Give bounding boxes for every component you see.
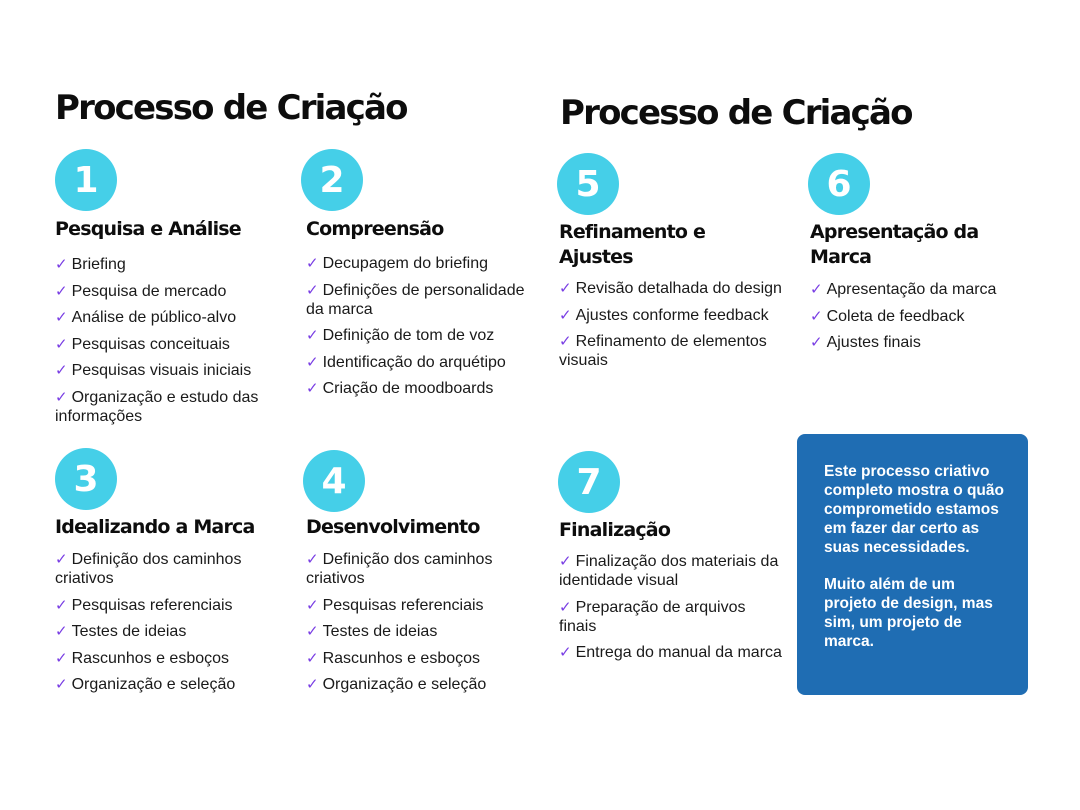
checklist-item-text: Identificação do arquétipo [322,353,506,371]
checklist-item-text: Testes de ideias [322,623,438,641]
checklist-item [559,279,784,298]
check-icon: ✓ [559,333,572,351]
step-checklist [810,280,1035,352]
checklist-item [306,326,531,345]
check-icon: ✓ [55,623,68,641]
check-icon: ✓ [55,282,68,300]
check-icon: ✓ [306,676,319,694]
step-title: Idealizando a Marca [55,516,255,538]
check-icon: ✓ [306,649,319,667]
checklist-item-text: Análise de público-alvo [71,309,237,327]
check-icon: ✓ [306,255,319,272]
checklist-item-text: Entrega do manual da marca [575,644,782,662]
checklist-item-text: Definição de tom de voz [322,327,495,345]
checklist-item [55,308,280,327]
checklist-item-text: Coleta de feedback [826,307,965,325]
step-number-circle: 1 [55,149,117,211]
step-number-circle: 3 [55,448,117,510]
checklist-item [306,675,531,694]
summary-box [797,434,1028,695]
checklist-item-text: Apresentação da marca [826,281,997,298]
checklist-item [306,649,531,668]
checklist-item-text: Ajustes conforme feedback [575,306,769,324]
step-1 [55,149,280,434]
checklist-item-text: Pesquisas visuais iniciais [71,362,252,380]
page-title-right: Processo de Criação [560,93,912,133]
check-icon: ✓ [306,596,319,614]
check-icon: ✓ [559,644,572,662]
step-number-circle: 7 [558,451,620,513]
checklist-item [559,332,784,370]
check-icon: ✓ [306,327,319,345]
checklist-item [306,379,531,398]
summary-paragraph-2: Muito além de um projeto de design, mas sim, um projeto de marca. [824,576,993,650]
checklist-item-text: Ajustes finais [826,334,921,352]
check-icon: ✓ [55,551,68,568]
check-icon: ✓ [55,388,68,406]
check-icon: ✓ [306,353,319,371]
checklist-item-text: Finalização dos materiais da identidade visual [559,553,779,589]
check-icon: ✓ [810,307,823,325]
checklist-item [55,335,280,354]
check-icon: ✓ [306,281,319,299]
checklist-item-text: Organização e estudo das informações [55,388,259,425]
check-icon: ✓ [559,280,572,297]
checklist-item [306,254,531,273]
checklist-item-text: Definições de personalidade da marca [306,281,525,318]
check-icon: ✓ [55,309,68,327]
check-icon: ✓ [55,676,68,694]
check-icon: ✓ [810,281,823,298]
step-5 [559,153,784,378]
checklist-item-text: Revisão detalhada do design [575,280,782,297]
checklist-item-text: Criação de moodboards [322,380,494,398]
checklist-item [55,361,280,380]
checklist-item [55,675,280,694]
check-icon: ✓ [306,380,319,398]
step-title: Finalização [559,519,671,541]
step-2 [306,149,531,406]
checklist-item-text: Refinamento de elementos visuais [559,333,767,370]
checklist-item-text: Rascunhos e esboços [322,649,481,667]
checklist-item-text: Decupagem do briefing [322,255,489,272]
checklist-item-text: Pesquisas referenciais [322,596,484,614]
check-icon: ✓ [559,553,572,570]
checklist-item-text: Testes de ideias [71,623,187,641]
checklist-item [306,281,531,319]
step-checklist [306,254,531,398]
checklist-item-text: Organização e seleção [322,676,487,694]
step-checklist [55,550,280,694]
step-number-circle: 5 [557,153,619,215]
check-icon: ✓ [559,598,572,616]
checklist-item [55,596,280,615]
checklist-item [55,282,280,301]
step-title: Apresentação da Marca [810,221,979,268]
check-icon: ✓ [810,334,823,352]
step-title: Refinamento e Ajustes [559,221,706,268]
check-icon: ✓ [559,306,572,324]
check-icon: ✓ [55,256,68,273]
checklist-item [55,255,280,274]
checklist-item [306,550,531,588]
summary-paragraph-1: Este processo criativo completo mostra o quão comprometido estamos em fazer dar certo as suas necessidades. [824,463,1004,556]
checklist-item [306,596,531,615]
checklist-item-text: Organização e seleção [71,676,236,694]
checklist-item [559,552,784,590]
step-number-circle: 6 [808,153,870,215]
step-number-circle: 4 [303,450,365,512]
step-3 [55,448,280,702]
checklist-item [810,280,1035,299]
checklist-item [559,306,784,325]
checklist-item [810,307,1035,326]
checklist-item [55,649,280,668]
checklist-item [55,388,280,426]
step-number-circle: 2 [301,149,363,211]
checklist-item-text: Briefing [71,256,126,273]
check-icon: ✓ [306,623,319,641]
step-checklist [55,255,280,426]
checklist-item-text: Definição dos caminhos criativos [306,551,493,587]
checklist-item [55,550,280,588]
step-checklist [306,550,531,694]
step-6 [810,153,1035,360]
check-icon: ✓ [306,551,319,568]
checklist-item-text: Definição dos caminhos criativos [55,551,242,587]
step-title: Pesquisa e Análise [55,218,241,240]
check-icon: ✓ [55,362,68,380]
checklist-item-text: Rascunhos e esboços [71,649,230,667]
check-icon: ✓ [55,596,68,614]
step-title: Desenvolvimento [306,516,480,538]
checklist-item [306,353,531,372]
checklist-item-text: Pesquisas conceituais [71,335,230,353]
step-checklist [559,279,784,370]
step-4 [306,450,531,702]
checklist-item [810,333,1035,352]
checklist-item [306,622,531,641]
check-icon: ✓ [55,649,68,667]
step-title: Compreensão [306,218,444,240]
checklist-item-text: Preparação de arquivos finais [559,598,746,635]
step-checklist [559,552,784,662]
checklist-item-text: Pesquisas referenciais [71,596,233,614]
checklist-item [559,643,784,662]
step-7 [559,451,784,670]
checklist-item-text: Pesquisa de mercado [71,282,227,300]
checklist-item [559,598,784,636]
check-icon: ✓ [55,335,68,353]
checklist-item [55,622,280,641]
page-title-left: Processo de Criação [55,88,407,128]
